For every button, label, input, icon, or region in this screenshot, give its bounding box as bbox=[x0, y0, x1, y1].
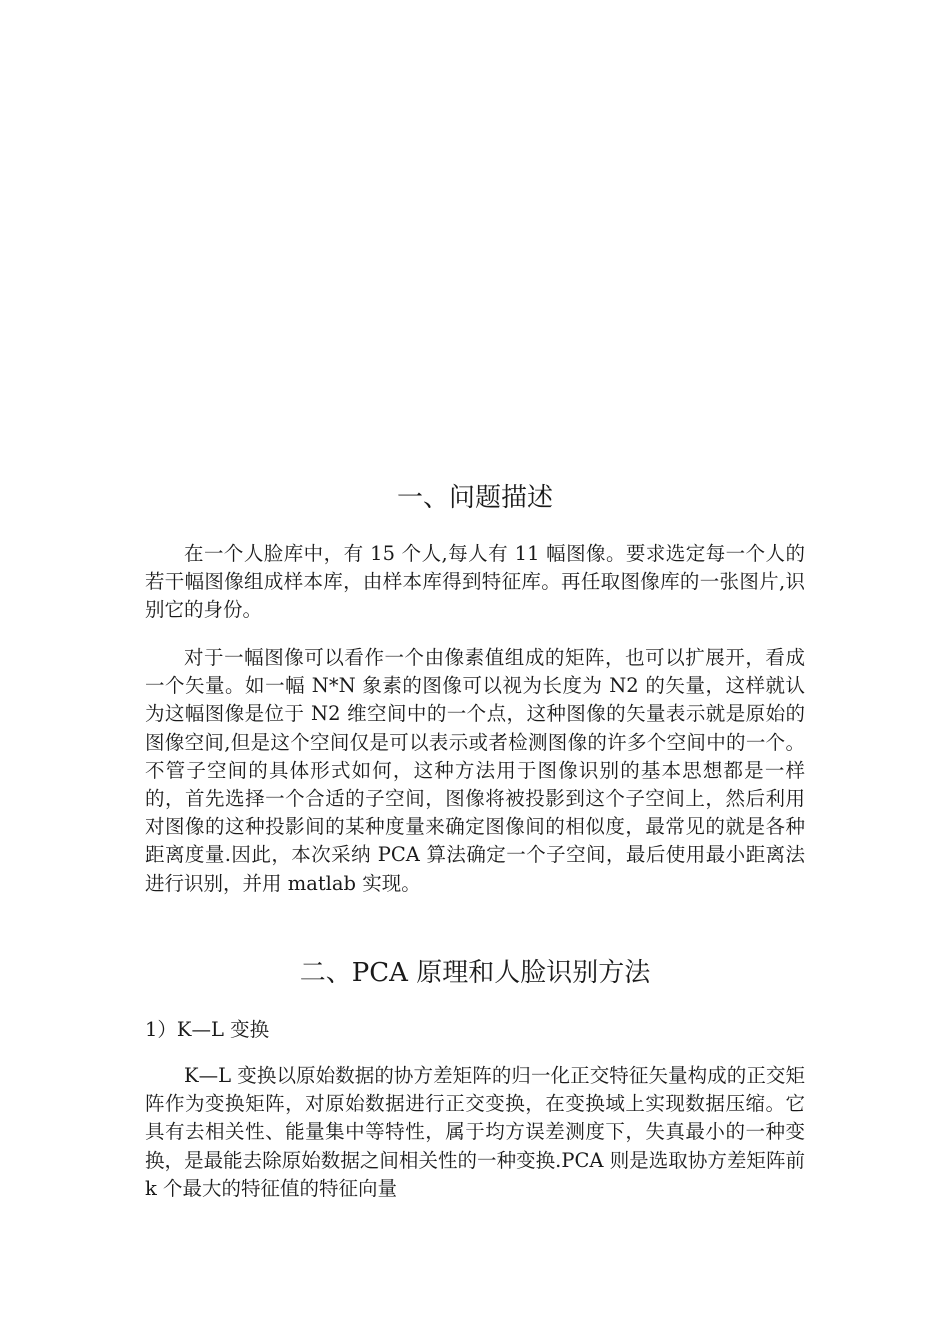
paragraph-kl-transform: K—L 变换以原始数据的协方差矩阵的归一化正交特征矢量构成的正交矩阵作为变换矩阵，对原始数据进行正交变换，在变换域上实现数据压缩。它具有去相关性、能量集中等特性，属于均方误差测度下，失真最小的一种变换，是最能去除原始数据之间相关性的一种变换.PCA 则是选取协方差矩阵前 k 个最大的特征值的特征向量 bbox=[145, 1064, 805, 1200]
subheading-kl-transform: 1）K—L 变换 bbox=[145, 1018, 270, 1041]
paragraph-image-vector-space: 对于一幅图像可以看作一个由像素值组成的矩阵，也可以扩展开，看成一个矢量。如一幅 N*N 象素的图像可以视为长度为 N2 的矢量，这样就认为这幅图像是位于 N2 维空间中的一个点，这种图像的矢量表示就是原始的图像空间,但是这个空间仅是可以表示或者检测图像的许多个空间中的一个。不管子空间的具体形式如何，这种方法用于图像识别的基本思想都是一样的，首先选择一个合适的子空间，图像将被投影到这个子空间上，然后利用对图像的这种投影间的某种度量来确定图像间的相似度，最常见的就是各种距离度量.因此，本次采纳 PCA 算法确定一个子空间，最后使用最小距离法进行识别，并用 matlab 实现。 bbox=[145, 646, 805, 895]
section-heading-problem-description: 一、问题描述 bbox=[396, 483, 553, 513]
section-heading-pca-principle: 二、PCA 原理和人脸识别方法 bbox=[299, 958, 651, 988]
paragraph-problem-statement: 在一个人脸库中，有 15 个人,每人有 11 幅图像。要求选定每一个人的若干幅图像组成样本库，由样本库得到特征库。再任取图像库的一张图片,识别它的身份。 bbox=[145, 542, 805, 622]
